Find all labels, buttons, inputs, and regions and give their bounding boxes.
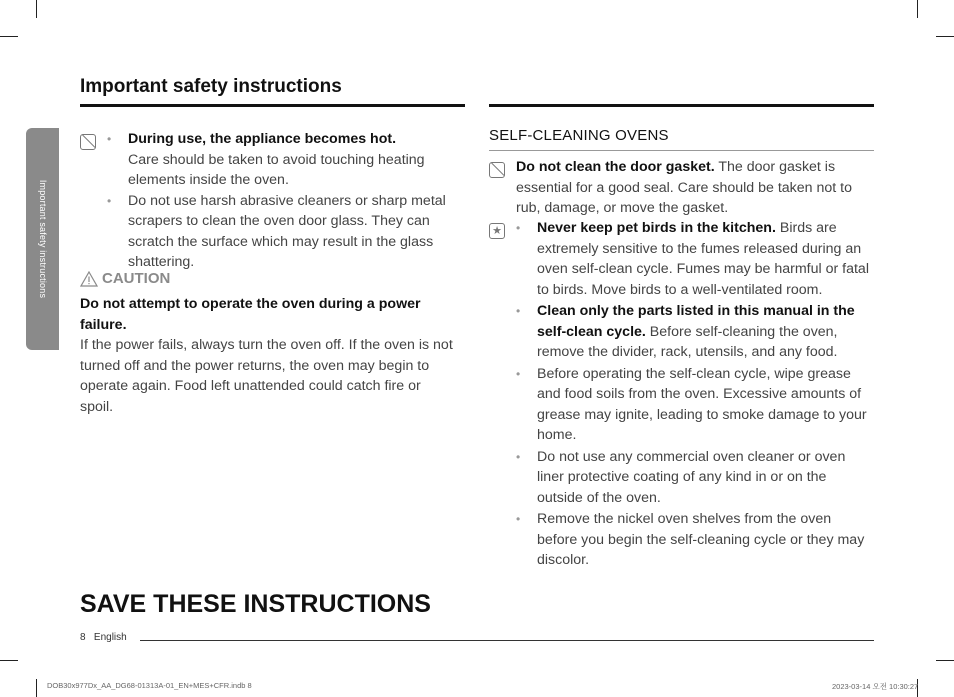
footer-rule	[140, 640, 874, 641]
bullet-text: Birds are extremely sensitive to the fumes released during an oven self-clean cycle. Fumes may be harmful or fatal to birds. Move birds to a well-ventilated room.	[537, 220, 869, 298]
bullet-bold: During use, the appliance becomes hot.	[128, 131, 397, 147]
side-tab	[26, 128, 59, 350]
caution-heading	[80, 270, 170, 287]
list-item	[107, 129, 467, 191]
warning-icon	[80, 271, 98, 287]
bullet-bold: Never keep pet birds in the kitchen.	[537, 220, 776, 236]
caution-bold: Do not attempt to operate the oven during a power failure.	[80, 296, 421, 333]
prohibition-icon	[80, 134, 96, 150]
list-item	[516, 509, 874, 571]
left-bullet-list	[107, 129, 467, 273]
crop-mark	[0, 36, 18, 37]
caution-label: CAUTION	[102, 270, 171, 287]
bullet-icon: •	[516, 512, 521, 526]
print-file-info: DOB30x977Dx_AA_DG68-01313A-01_EN+MES+CFR.indb 8	[47, 681, 252, 690]
bullet-icon: •	[516, 304, 521, 318]
right-bullet-list	[516, 218, 874, 571]
list-item	[107, 191, 467, 273]
section-rule-left	[80, 104, 465, 107]
save-instructions-title: SAVE THESE INSTRUCTIONS	[80, 590, 431, 618]
crop-mark	[0, 660, 18, 661]
section-rule-right	[489, 104, 874, 107]
caution-text: If the power fails, always turn the oven off. If the oven is not turned off and the power returns, the oven may begin to operate again. Food left unattended could catch fire or spoil.	[80, 337, 453, 415]
side-tab-label: Important safety instructions	[37, 179, 48, 299]
print-timestamp: 2023-03-14 오전 10:30:27	[832, 682, 919, 691]
bullet-icon: •	[516, 366, 521, 381]
bullet-icon: •	[107, 193, 112, 208]
heading-rule	[489, 150, 874, 151]
gasket-text: The door gasket is essential for a good seal. Care should be taken not to rub, damage, or move the gasket.	[516, 159, 852, 216]
footer-language: English	[93, 632, 127, 643]
list-item	[516, 364, 874, 446]
bullet-icon: •	[516, 449, 521, 464]
bullet-bold: Clean only the parts listed in this manual in the self-clean cycle.	[537, 303, 855, 340]
bullet-text: Before self-cleaning the oven, remove the divider, rack, utensils, and any food.	[537, 323, 838, 360]
caution-paragraph	[80, 294, 455, 417]
gasket-bold: Do not clean the door gasket.	[516, 159, 715, 175]
page-number: 8	[80, 632, 86, 643]
crop-mark	[36, 0, 37, 18]
page-footer	[80, 632, 127, 643]
bullet-icon: •	[516, 221, 521, 235]
list-item	[516, 301, 874, 363]
bullet-text: Do not use harsh abrasive cleaners or sharp metal scrapers to clean the oven door glass. They can scratch the surface which may result in the glass shattering.	[128, 192, 446, 270]
self-cleaning-heading: SELF-CLEANING OVENS	[489, 127, 669, 144]
crop-mark	[917, 0, 918, 18]
bullet-text: Do not use any commercial oven cleaner or oven liner protective coating of any kind in or on the outside of the oven.	[537, 448, 846, 506]
gasket-paragraph	[516, 157, 871, 219]
crop-mark	[36, 679, 37, 697]
crop-mark	[936, 36, 954, 37]
section-title: Important safety instructions	[80, 76, 342, 97]
bullet-icon: •	[107, 132, 112, 146]
bullet-text: Care should be taken to avoid touching heating elements inside the oven.	[128, 151, 425, 188]
star-icon: ★	[489, 223, 505, 239]
bullet-text: Before operating the self-clean cycle, wipe grease and food soils from the oven. Excessive amounts of grease may ignite, leading to smoke damage to your home.	[537, 365, 867, 443]
list-item	[516, 447, 874, 509]
bullet-text: Remove the nickel oven shelves from the oven before you begin the self-cleaning cycle or they may discolor.	[537, 511, 865, 568]
prohibition-icon	[489, 162, 505, 178]
crop-mark	[936, 660, 954, 661]
list-item	[516, 218, 874, 300]
